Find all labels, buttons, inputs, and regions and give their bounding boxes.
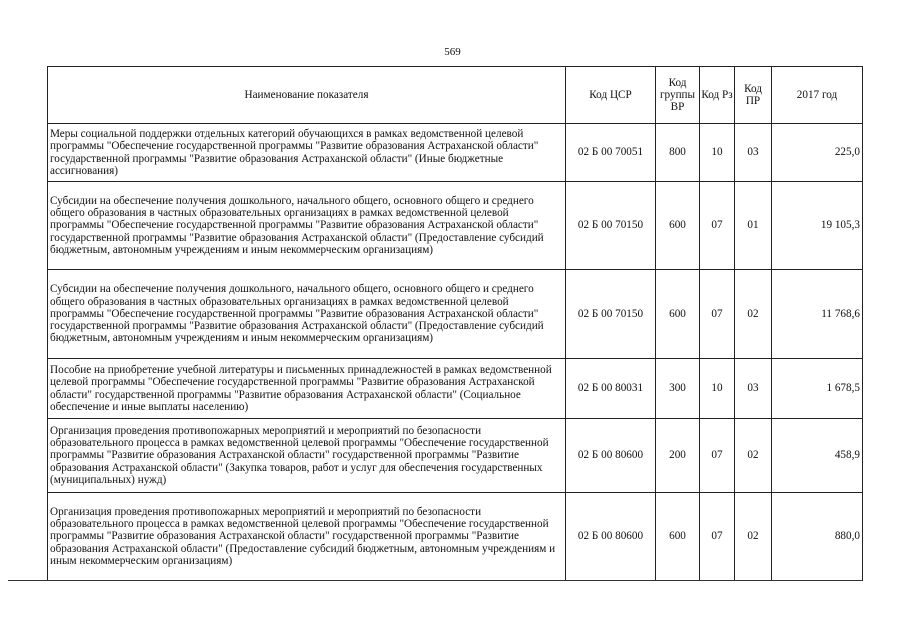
page-number: 569 [444,46,461,58]
row-name: Меры социальной поддержки отдельных категорий обучающихся в рамках ведомственной целевой программы "Обеспечение государственной программы "Развитие образования Астраханской области" государственной программы "Развитие образования Астраханской области" (Иные бюджетные ассигнования) [48,124,566,182]
row-csr-code: 02 Б 00 70051 [566,124,656,182]
row-amount: 19 105,3 [772,182,863,270]
page-bottom-rule [8,580,862,581]
header-rz-code: Код Рз [700,67,735,124]
header-csr-code: Код ЦСР [566,67,656,124]
row-amount: 11 768,6 [772,270,863,359]
row-pr-code: 01 [735,182,772,270]
row-pr-code: 03 [735,359,772,419]
row-name: Субсидии на обеспечение получения дошкольного, начального общего, основного общего и среднего общего образования в частных образовательных организациях в рамках ведомственной целевой программы "Обеспечение государственной программы "Развитие образования Астраханской области" государственной программы "Развитие образования Астраханской области" (Предоставление субсидий бюджетным, автономным учреждениям и иным некоммерческим организациям) [48,182,566,270]
header-name: Наименование показателя [48,67,566,124]
header-pr-code: Код ПР [735,67,772,124]
row-name: Организация проведения противопожарных мероприятий и мероприятий по безопасности образовательного процесса в рамках ведомственной целевой программы "Обеспечение государственной программы "Развитие образования Астраханской области" государственной программы "Развитие образования Астраханской области" (Предоставление субсидий бюджетным, автономным учреждениям и иным некоммерческим организациям) [48,493,566,581]
table-row [48,124,863,182]
row-csr-code: 02 Б 00 80600 [566,419,656,493]
row-pr-code: 02 [735,419,772,493]
row-rz-code: 07 [700,493,735,581]
row-name: Организация проведения противопожарных мероприятий и мероприятий по безопасности образовательного процесса в рамках ведомственной целевой программы "Обеспечение государственной программы "Развитие образования Астраханской области" государственной программы "Развитие образования Астраханской области" (Закупка товаров, работ и услуг для обеспечения государственных (муниципальных) нужд) [48,419,566,493]
row-name: Субсидии на обеспечение получения дошкольного, начального общего, основного общего и среднего общего образования в частных образовательных организациях в рамках ведомственной целевой программы "Обеспечение государственной программы "Развитие образования Астраханской области" государственной программы "Развитие образования Астраханской области" (Предоставление субсидий бюджетным, автономным учреждениям и иным некоммерческим организациям) [48,270,566,359]
table-row [48,493,863,581]
row-csr-code: 02 Б 00 70150 [566,270,656,359]
budget-table [47,66,863,581]
row-vr-code: 600 [656,182,700,270]
row-vr-code: 600 [656,270,700,359]
row-rz-code: 07 [700,182,735,270]
row-csr-code: 02 Б 00 80600 [566,493,656,581]
row-name: Пособие на приобретение учебной литературы и письменных принадлежностей в рамках ведомственной целевой программы "Обеспечение государственной программы "Развитие образования Астраханской области" государственной программы "Развитие образования Астраханской области" (Социальное обеспечение и иные выплаты населению) [48,359,566,419]
row-csr-code: 02 Б 00 70150 [566,182,656,270]
header-vr-code: Код группы ВР [656,67,700,124]
table-row [48,419,863,493]
table-row [48,270,863,359]
row-amount: 458,9 [772,419,863,493]
row-amount: 225,0 [772,124,863,182]
row-rz-code: 10 [700,359,735,419]
row-vr-code: 300 [656,359,700,419]
row-amount: 1 678,5 [772,359,863,419]
row-rz-code: 07 [700,419,735,493]
table-row [48,182,863,270]
row-pr-code: 02 [735,493,772,581]
row-pr-code: 03 [735,124,772,182]
row-vr-code: 600 [656,493,700,581]
table-row [48,359,863,419]
row-vr-code: 200 [656,419,700,493]
row-vr-code: 800 [656,124,700,182]
table-header-row [48,67,863,124]
row-pr-code: 02 [735,270,772,359]
row-amount: 880,0 [772,493,863,581]
row-csr-code: 02 Б 00 80031 [566,359,656,419]
row-rz-code: 10 [700,124,735,182]
header-year: 2017 год [772,67,863,124]
row-rz-code: 07 [700,270,735,359]
